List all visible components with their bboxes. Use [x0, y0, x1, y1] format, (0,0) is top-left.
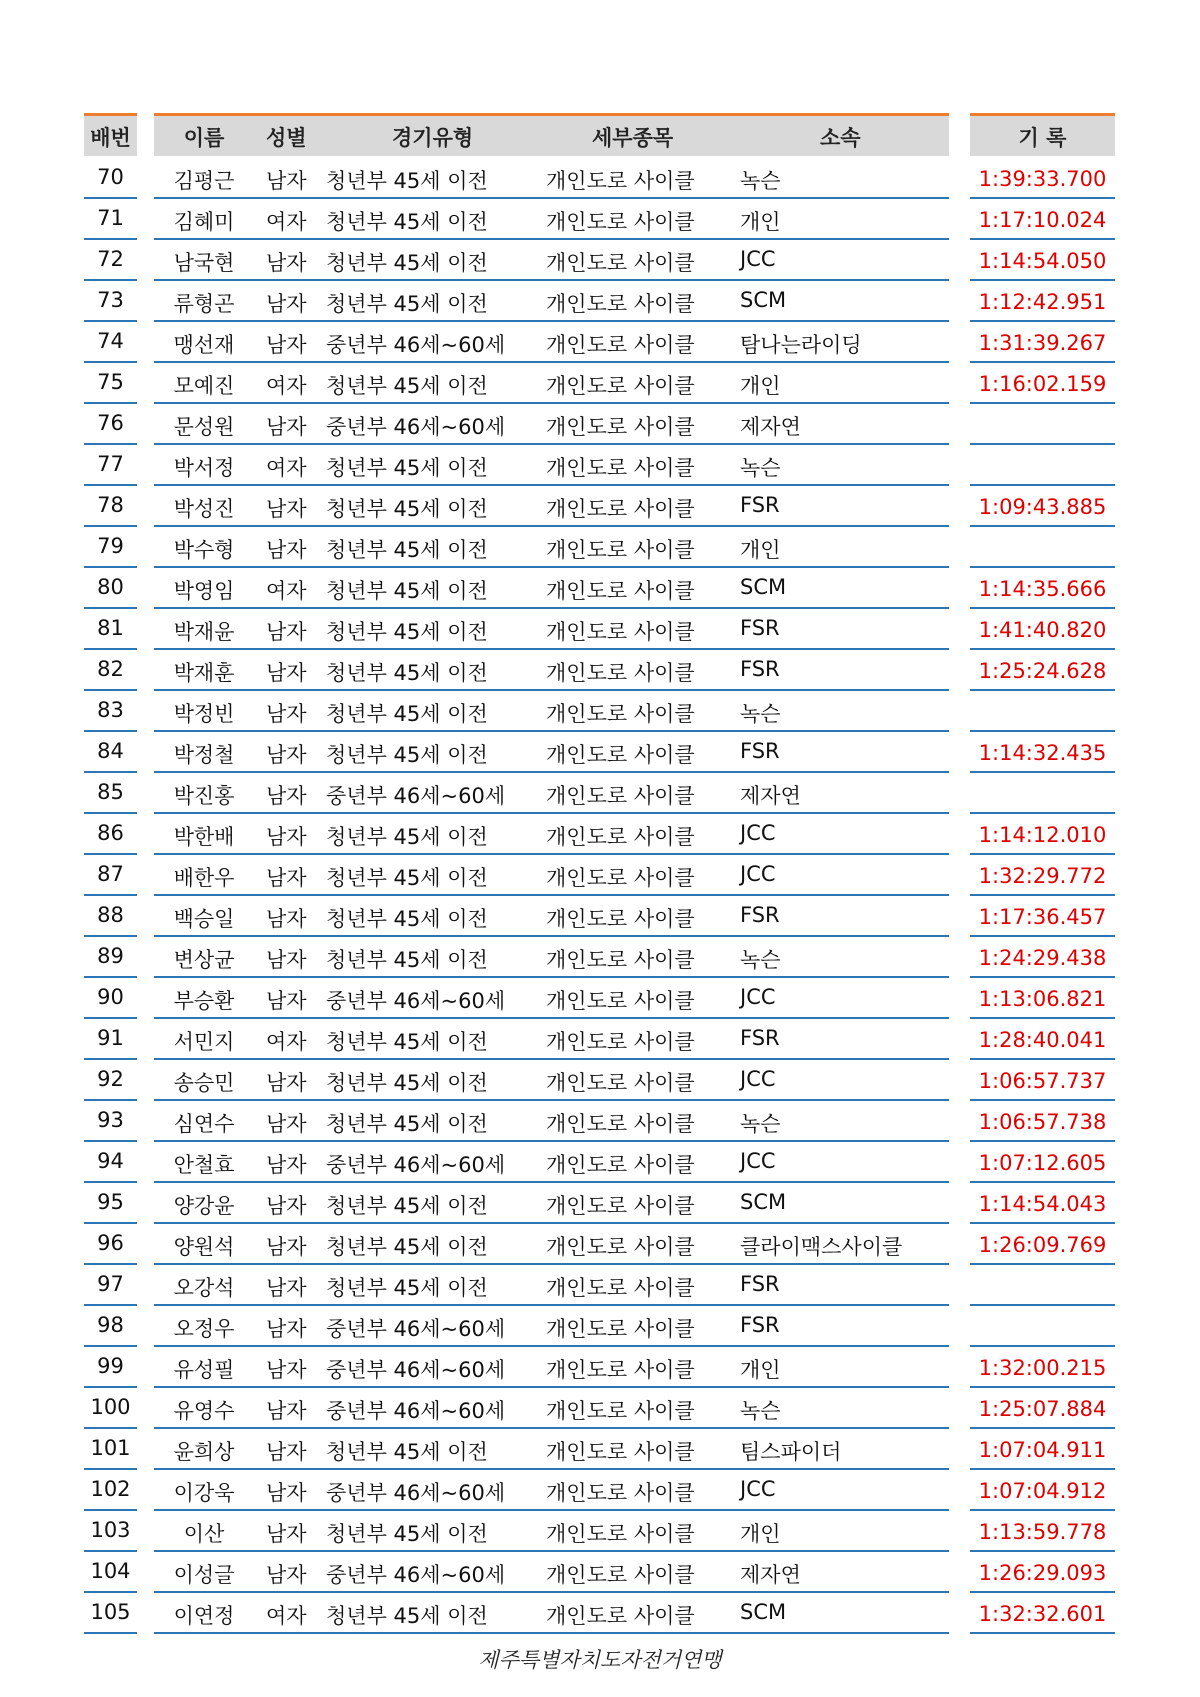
row-category: 중년부 46세~60세: [326, 1481, 506, 1505]
row-number: 104: [90, 1559, 131, 1583]
row-gender: 남자: [266, 1563, 307, 1587]
row-club: SCM: [740, 1190, 787, 1214]
row-club: 제자연: [740, 784, 801, 808]
row-event: 개인도로 사이클: [546, 661, 695, 685]
row-number: 83: [97, 698, 124, 722]
row-name: 이강욱: [173, 1481, 235, 1505]
row-record: 1:07:04.912: [978, 1479, 1107, 1503]
row-gender: 남자: [266, 620, 307, 644]
row-event: 개인도로 사이클: [546, 907, 695, 931]
row-divider: [84, 1632, 137, 1634]
table-row: [0, 773, 1200, 814]
row-record: 1:09:43.885: [978, 495, 1107, 519]
row-number: 84: [97, 739, 124, 763]
row-gender: 남자: [266, 1440, 307, 1464]
row-number: 102: [90, 1477, 131, 1501]
row-club: 팀스파이더: [740, 1440, 842, 1464]
row-event: 개인도로 사이클: [546, 1399, 695, 1423]
row-category: 청년부 45세 이전: [326, 1276, 488, 1300]
header-gender: 성별: [266, 126, 307, 150]
row-category: 청년부 45세 이전: [326, 1440, 488, 1464]
row-club: FSR: [740, 1026, 780, 1050]
row-club: SCM: [740, 575, 787, 599]
table-row: [0, 486, 1200, 527]
header-club: 소속: [820, 126, 861, 150]
table-row: [0, 363, 1200, 404]
row-record: 1:28:40.041: [978, 1028, 1107, 1052]
table-row: [0, 1429, 1200, 1470]
row-club: JCC: [740, 1067, 776, 1091]
row-category: 중년부 46세~60세: [326, 1153, 506, 1177]
table-row: [0, 814, 1200, 855]
row-gender: 남자: [266, 784, 307, 808]
row-category: 청년부 45세 이전: [326, 210, 488, 234]
row-event: 개인도로 사이클: [546, 784, 695, 808]
table-row: [0, 1347, 1200, 1388]
row-name: 김혜미: [173, 210, 235, 234]
row-name: 박정철: [173, 743, 235, 767]
row-record: 1:06:57.737: [978, 1069, 1107, 1093]
row-event: 개인도로 사이클: [546, 1563, 695, 1587]
row-gender: 여자: [266, 1030, 307, 1054]
table-row: [0, 1224, 1200, 1265]
row-gender: 남자: [266, 907, 307, 931]
row-number: 87: [97, 862, 124, 886]
row-category: 청년부 45세 이전: [326, 825, 488, 849]
row-name: 송승민: [173, 1071, 235, 1095]
row-number: 70: [97, 165, 124, 189]
row-club: 녹슨: [740, 948, 781, 972]
row-record: 1:14:35.666: [978, 577, 1107, 601]
row-divider: [154, 1632, 949, 1634]
row-club: 탐나는라이딩: [740, 333, 862, 357]
row-gender: 남자: [266, 1194, 307, 1218]
row-club: FSR: [740, 1313, 780, 1337]
row-event: 개인도로 사이클: [546, 620, 695, 644]
row-record: 1:26:29.093: [978, 1561, 1107, 1585]
row-category: 중년부 46세~60세: [326, 415, 506, 439]
row-club: SCM: [740, 288, 787, 312]
row-club: 클라이맥스사이클: [740, 1235, 903, 1259]
row-club: JCC: [740, 1149, 776, 1173]
table-row: [0, 1306, 1200, 1347]
row-number: 76: [97, 411, 124, 435]
row-event: 개인도로 사이클: [546, 1317, 695, 1341]
row-gender: 남자: [266, 948, 307, 972]
row-name: 류형곤: [173, 292, 235, 316]
row-record: 1:13:06.821: [978, 987, 1107, 1011]
row-club: JCC: [740, 247, 776, 271]
row-event: 개인도로 사이클: [546, 743, 695, 767]
row-event: 개인도로 사이클: [546, 538, 695, 562]
row-gender: 여자: [266, 210, 307, 234]
row-name: 서민지: [173, 1030, 235, 1054]
table-row: [0, 445, 1200, 486]
row-gender: 남자: [266, 292, 307, 316]
row-category: 청년부 45세 이전: [326, 948, 488, 972]
row-number: 72: [97, 247, 124, 271]
row-number: 80: [97, 575, 124, 599]
header-type: 경기유형: [392, 126, 474, 150]
row-gender: 여자: [266, 374, 307, 398]
row-gender: 남자: [266, 1153, 307, 1177]
row-name: 모예진: [173, 374, 235, 398]
row-number: 88: [97, 903, 124, 927]
table-row: [0, 1142, 1200, 1183]
row-gender: 남자: [266, 1358, 307, 1382]
row-name: 이연정: [173, 1604, 235, 1628]
row-category: 청년부 45세 이전: [326, 866, 488, 890]
row-club: 개인: [740, 210, 781, 234]
row-gender: 남자: [266, 989, 307, 1013]
row-event: 개인도로 사이클: [546, 415, 695, 439]
row-gender: 남자: [266, 1481, 307, 1505]
row-name: 유영수: [173, 1399, 235, 1423]
row-name: 이산: [183, 1522, 225, 1546]
row-category: 청년부 45세 이전: [326, 1030, 488, 1054]
row-club: 녹슨: [740, 1112, 781, 1136]
row-event: 개인도로 사이클: [546, 497, 695, 521]
row-name: 김평근: [173, 169, 235, 193]
header-record: 기 록: [1018, 126, 1067, 150]
row-name: 유성필: [173, 1358, 235, 1382]
row-event: 개인도로 사이클: [546, 1194, 695, 1218]
row-name: 배한우: [173, 866, 235, 890]
row-event: 개인도로 사이클: [546, 292, 695, 316]
row-number: 77: [97, 452, 124, 476]
table-row: [0, 1388, 1200, 1429]
table-row: [0, 937, 1200, 978]
table-row: [0, 240, 1200, 281]
header-event: 세부종목: [592, 126, 674, 150]
row-name: 이성글: [173, 1563, 235, 1587]
table-row: [0, 281, 1200, 322]
row-divider: [970, 1632, 1115, 1634]
row-event: 개인도로 사이클: [546, 702, 695, 726]
row-club: JCC: [740, 862, 776, 886]
row-name: 안철효: [173, 1153, 235, 1177]
table-row: [0, 896, 1200, 937]
row-gender: 여자: [266, 1604, 307, 1628]
row-name: 오강석: [173, 1276, 235, 1300]
row-gender: 남자: [266, 866, 307, 890]
row-event: 개인도로 사이클: [546, 1276, 695, 1300]
row-event: 개인도로 사이클: [546, 251, 695, 275]
row-name: 심연수: [173, 1112, 235, 1136]
row-record: 1:39:33.700: [978, 167, 1107, 191]
row-event: 개인도로 사이클: [546, 1481, 695, 1505]
table-row: [0, 1593, 1200, 1634]
row-record: 1:24:29.438: [978, 946, 1107, 970]
row-number: 98: [97, 1313, 124, 1337]
row-name: 박재훈: [173, 661, 235, 685]
row-category: 청년부 45세 이전: [326, 1071, 488, 1095]
row-name: 박수형: [173, 538, 235, 562]
table-row: [0, 404, 1200, 445]
row-event: 개인도로 사이클: [546, 1604, 695, 1628]
row-name: 박진홍: [173, 784, 235, 808]
row-category: 청년부 45세 이전: [326, 1235, 488, 1259]
row-record: 1:14:54.043: [978, 1192, 1107, 1216]
row-club: 녹슨: [740, 1399, 781, 1423]
row-category: 중년부 46세~60세: [326, 333, 506, 357]
row-name: 변상균: [173, 948, 235, 972]
row-record: 1:14:54.050: [978, 249, 1107, 273]
row-record: 1:07:04.911: [978, 1438, 1107, 1462]
row-gender: 남자: [266, 1399, 307, 1423]
table-row: [0, 1511, 1200, 1552]
row-gender: 남자: [266, 169, 307, 193]
row-record: 1:41:40.820: [978, 618, 1107, 642]
header-name: 이름: [183, 126, 225, 150]
row-category: 청년부 45세 이전: [326, 907, 488, 931]
row-category: 청년부 45세 이전: [326, 497, 488, 521]
row-record: 1:06:57.738: [978, 1110, 1107, 1134]
row-number: 78: [97, 493, 124, 517]
row-event: 개인도로 사이클: [546, 579, 695, 603]
row-gender: 남자: [266, 497, 307, 521]
row-club: 개인: [740, 1522, 781, 1546]
table-row: [0, 1470, 1200, 1511]
row-number: 101: [90, 1436, 131, 1460]
row-record: 1:17:10.024: [978, 208, 1107, 232]
table-row: [0, 527, 1200, 568]
row-category: 청년부 45세 이전: [326, 702, 488, 726]
table-row: [0, 199, 1200, 240]
row-club: 녹슨: [740, 456, 781, 480]
row-name: 백승일: [173, 907, 235, 931]
row-event: 개인도로 사이클: [546, 1358, 695, 1382]
row-number: 99: [97, 1354, 124, 1378]
row-record: 1:14:32.435: [978, 741, 1107, 765]
row-category: 중년부 46세~60세: [326, 1563, 506, 1587]
row-number: 103: [90, 1518, 131, 1542]
row-record: 1:32:00.215: [978, 1356, 1107, 1380]
row-number: 92: [97, 1067, 124, 1091]
table-row: [0, 1552, 1200, 1593]
table-row: [0, 855, 1200, 896]
header-number: 배번: [90, 126, 131, 150]
row-category: 중년부 46세~60세: [326, 784, 506, 808]
row-event: 개인도로 사이클: [546, 866, 695, 890]
row-club: 개인: [740, 374, 781, 398]
row-number: 74: [97, 329, 124, 353]
row-number: 93: [97, 1108, 124, 1132]
row-club: FSR: [740, 739, 780, 763]
footer-organization: 제주특별자치도자전거연맹: [478, 1648, 722, 1672]
row-event: 개인도로 사이클: [546, 374, 695, 398]
row-gender: 남자: [266, 1071, 307, 1095]
row-record: 1:12:42.951: [978, 290, 1107, 314]
row-number: 86: [97, 821, 124, 845]
row-name: 박한배: [173, 825, 235, 849]
row-record: 1:07:12.605: [978, 1151, 1107, 1175]
row-name: 박재윤: [173, 620, 235, 644]
row-name: 오정우: [173, 1317, 235, 1341]
row-club: JCC: [740, 821, 776, 845]
row-record: 1:16:02.159: [978, 372, 1107, 396]
row-number: 81: [97, 616, 124, 640]
row-club: 제자연: [740, 1563, 801, 1587]
row-category: 청년부 45세 이전: [326, 620, 488, 644]
row-event: 개인도로 사이클: [546, 210, 695, 234]
row-number: 90: [97, 985, 124, 1009]
row-number: 96: [97, 1231, 124, 1255]
row-name: 맹선재: [173, 333, 235, 357]
row-event: 개인도로 사이클: [546, 1440, 695, 1464]
row-name: 박영임: [173, 579, 235, 603]
row-gender: 남자: [266, 661, 307, 685]
row-club: 녹슨: [740, 702, 781, 726]
row-category: 청년부 45세 이전: [326, 374, 488, 398]
table-row: [0, 609, 1200, 650]
row-gender: 남자: [266, 333, 307, 357]
row-record: 1:32:32.601: [978, 1602, 1107, 1626]
row-number: 94: [97, 1149, 124, 1173]
row-event: 개인도로 사이클: [546, 1235, 695, 1259]
row-name: 양강윤: [173, 1194, 235, 1218]
row-club: FSR: [740, 616, 780, 640]
table-row: [0, 1101, 1200, 1142]
table-row: [0, 568, 1200, 609]
row-record: 1:13:59.778: [978, 1520, 1107, 1544]
row-number: 105: [90, 1600, 131, 1624]
row-name: 박성진: [173, 497, 235, 521]
row-number: 75: [97, 370, 124, 394]
row-club: FSR: [740, 493, 780, 517]
row-name: 박서정: [173, 456, 235, 480]
row-name: 양원석: [173, 1235, 235, 1259]
table-row: [0, 650, 1200, 691]
row-category: 청년부 45세 이전: [326, 579, 488, 603]
row-record: 1:32:29.772: [978, 864, 1107, 888]
row-name: 문성원: [173, 415, 235, 439]
table-row: [0, 732, 1200, 773]
table-row: [0, 322, 1200, 363]
row-category: 청년부 45세 이전: [326, 1112, 488, 1136]
row-club: FSR: [740, 657, 780, 681]
row-club: 녹슨: [740, 169, 781, 193]
row-gender: 남자: [266, 251, 307, 275]
table-row: [0, 1060, 1200, 1101]
row-record: 1:25:07.884: [978, 1397, 1107, 1421]
row-category: 청년부 45세 이전: [326, 743, 488, 767]
row-number: 82: [97, 657, 124, 681]
row-event: 개인도로 사이클: [546, 1030, 695, 1054]
row-category: 중년부 46세~60세: [326, 989, 506, 1013]
row-gender: 여자: [266, 456, 307, 480]
row-event: 개인도로 사이클: [546, 1153, 695, 1177]
row-category: 청년부 45세 이전: [326, 661, 488, 685]
row-club: JCC: [740, 985, 776, 1009]
row-event: 개인도로 사이클: [546, 333, 695, 357]
row-gender: 남자: [266, 538, 307, 562]
row-name: 남국현: [173, 251, 235, 275]
row-event: 개인도로 사이클: [546, 169, 695, 193]
row-gender: 남자: [266, 1276, 307, 1300]
row-gender: 남자: [266, 743, 307, 767]
row-category: 청년부 45세 이전: [326, 1194, 488, 1218]
row-category: 청년부 45세 이전: [326, 1522, 488, 1546]
table-row: [0, 1183, 1200, 1224]
row-club: 제자연: [740, 415, 801, 439]
row-category: 청년부 45세 이전: [326, 456, 488, 480]
table-row: [0, 691, 1200, 732]
row-gender: 여자: [266, 579, 307, 603]
row-club: SCM: [740, 1600, 787, 1624]
row-number: 89: [97, 944, 124, 968]
row-number: 71: [97, 206, 124, 230]
row-gender: 남자: [266, 1235, 307, 1259]
row-number: 91: [97, 1026, 124, 1050]
row-event: 개인도로 사이클: [546, 1112, 695, 1136]
row-record: 1:31:39.267: [978, 331, 1107, 355]
row-category: 청년부 45세 이전: [326, 538, 488, 562]
row-name: 부승환: [173, 989, 235, 1013]
row-gender: 남자: [266, 415, 307, 439]
row-name: 윤희상: [173, 1440, 235, 1464]
row-number: 79: [97, 534, 124, 558]
row-event: 개인도로 사이클: [546, 825, 695, 849]
row-gender: 남자: [266, 825, 307, 849]
row-event: 개인도로 사이클: [546, 1522, 695, 1546]
row-category: 청년부 45세 이전: [326, 292, 488, 316]
row-number: 85: [97, 780, 124, 804]
table-row: [0, 158, 1200, 199]
row-record: 1:25:24.628: [978, 659, 1107, 683]
row-club: 개인: [740, 1358, 781, 1382]
row-category: 중년부 46세~60세: [326, 1317, 506, 1341]
row-name: 박정빈: [173, 702, 235, 726]
row-gender: 남자: [266, 1112, 307, 1136]
row-number: 73: [97, 288, 124, 312]
row-club: JCC: [740, 1477, 776, 1501]
row-event: 개인도로 사이클: [546, 989, 695, 1013]
row-number: 97: [97, 1272, 124, 1296]
row-category: 청년부 45세 이전: [326, 169, 488, 193]
row-gender: 남자: [266, 1317, 307, 1341]
table-row: [0, 978, 1200, 1019]
row-number: 100: [90, 1395, 131, 1419]
row-event: 개인도로 사이클: [546, 1071, 695, 1095]
row-club: 개인: [740, 538, 781, 562]
row-category: 중년부 46세~60세: [326, 1399, 506, 1423]
row-event: 개인도로 사이클: [546, 456, 695, 480]
row-record: 1:26:09.769: [978, 1233, 1107, 1257]
row-category: 청년부 45세 이전: [326, 251, 488, 275]
row-club: FSR: [740, 903, 780, 927]
row-record: 1:17:36.457: [978, 905, 1107, 929]
row-event: 개인도로 사이클: [546, 948, 695, 972]
row-gender: 남자: [266, 702, 307, 726]
table-row: [0, 1019, 1200, 1060]
row-number: 95: [97, 1190, 124, 1214]
row-category: 청년부 45세 이전: [326, 1604, 488, 1628]
row-record: 1:14:12.010: [978, 823, 1107, 847]
row-gender: 남자: [266, 1522, 307, 1546]
row-category: 중년부 46세~60세: [326, 1358, 506, 1382]
table-row: [0, 1265, 1200, 1306]
row-club: FSR: [740, 1272, 780, 1296]
